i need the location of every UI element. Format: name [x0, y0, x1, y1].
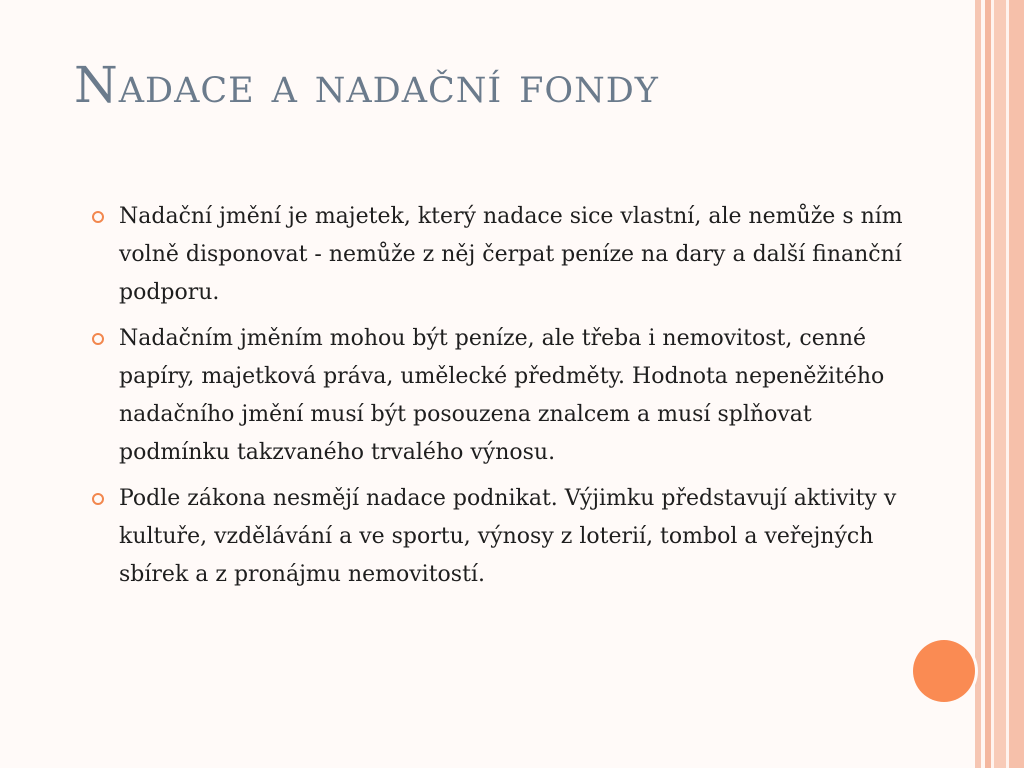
bullet-text: Nadačním jměním mohou být peníze, ale třeba i nemovitost, cenné papíry, majetková práva, umělecké předměty. Hodnota nepeněžitého nadačního jmění musí být posouzena znalcem a musí splňovat podmínku takzvaného trvalého výnosu. [119, 326, 885, 465]
ring-bullet-icon [92, 211, 104, 223]
slide-title: Nadace a nadační fondy [74, 56, 659, 114]
decor-stripe [1009, 0, 1024, 768]
orange-circle-icon [913, 640, 975, 702]
bullet-text: Podle zákona nesmějí nadace podnikat. Výjimku představují aktivity v kultuře, vzdělávání a ve sportu, výnosy z loterií, tombol a veřejných sbírek a z pronájmu nemovitostí. [119, 486, 897, 587]
bullet-item [90, 480, 910, 594]
decor-stripe [994, 0, 1006, 768]
bullet-item [90, 198, 910, 312]
bullet-list [90, 198, 910, 602]
bullet-item [90, 320, 910, 472]
ring-bullet-icon [92, 333, 104, 345]
ring-bullet-icon [92, 493, 104, 505]
bullet-text: Nadační jmění je majetek, který nadace sice vlastní, ale nemůže s ním volně disponovat - nemůže z něj čerpat peníze na dary a další finanční podporu. [119, 204, 903, 305]
